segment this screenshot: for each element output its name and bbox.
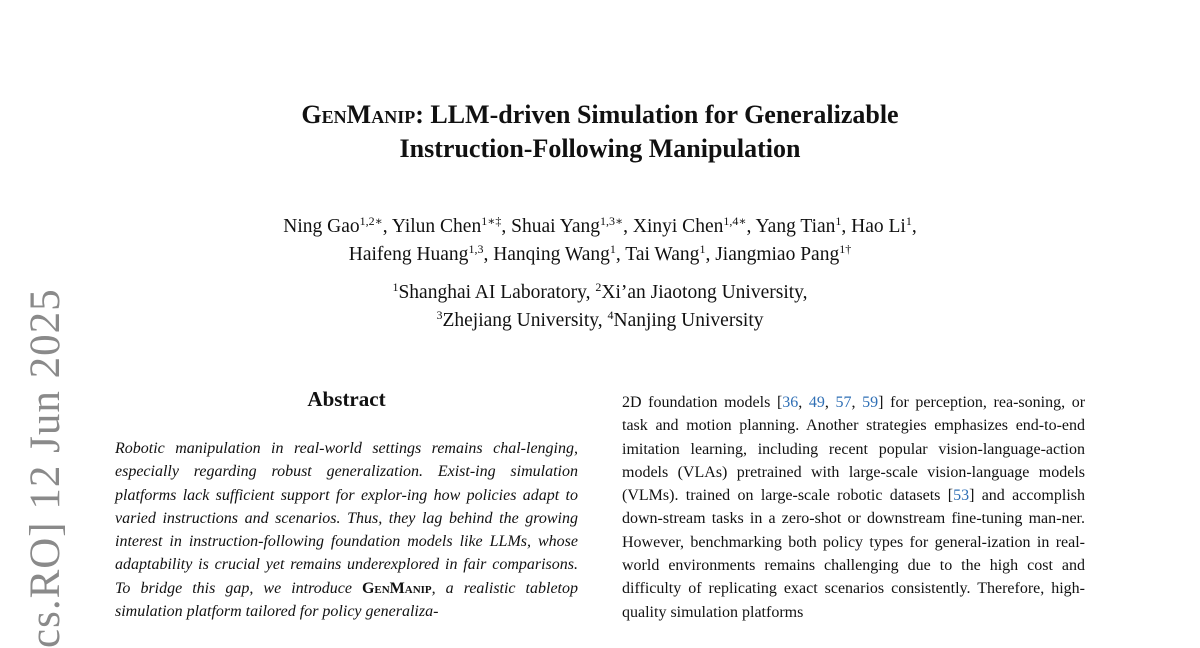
affiliation-line-2 bbox=[0, 307, 1200, 335]
author-name: Tai Wang bbox=[625, 243, 700, 265]
author-name: Hao Li bbox=[851, 216, 906, 237]
abstract-system-name: GenManip bbox=[361, 579, 432, 597]
author-separator: , bbox=[746, 216, 756, 237]
author-affiliation-mark: 1† bbox=[839, 241, 852, 256]
author-affiliation-mark: 1 bbox=[609, 241, 616, 256]
title-line-1-rest: : LLM-driven Simulation for Generalizable bbox=[415, 100, 899, 129]
arxiv-side-stamp: cs.RO] 12 Jun 2025 bbox=[22, 288, 69, 648]
author-separator: , bbox=[615, 243, 626, 265]
paper-title bbox=[0, 98, 1200, 166]
title-line-1 bbox=[0, 98, 1200, 132]
body-text: ] for perception, rea-soning, or task and motion planning. Another strategies emphasizes end-to-end imitation learning, including recent popular vision-language-action models (VLAs) pretrained with large-scale vision-language models (VLMs). trained on large-scale robotic datasets [ bbox=[622, 394, 1086, 505]
author-separator: , bbox=[501, 216, 512, 237]
abstract-heading: Abstract bbox=[307, 387, 386, 411]
affiliation-list bbox=[0, 279, 1200, 335]
author-affiliation-mark: 1,3∗ bbox=[599, 214, 624, 228]
affiliation-separator: , bbox=[585, 282, 596, 303]
title-line-2: Instruction-Following Manipulation bbox=[399, 134, 801, 163]
author-affiliation-mark: 1,3 bbox=[468, 241, 484, 256]
author-affiliation-mark: 1 bbox=[699, 241, 706, 256]
author-name: Yang Tian bbox=[755, 216, 836, 237]
author-separator: , bbox=[623, 216, 633, 237]
affiliation-name: Nanjing University bbox=[613, 310, 764, 331]
affiliation-separator: , bbox=[802, 282, 808, 303]
body-text: , bbox=[824, 394, 836, 411]
affiliation-separator: , bbox=[597, 310, 608, 331]
author-name: Jiangmiao Pang bbox=[715, 243, 840, 265]
body-text: ] and accomplish down-stream tasks in a zero-shot or downstream fine-tuning man-ner. However, benchmarking both policy types for general-ization in real-world environments remains challenging due to the high cost and difficulty of replicating exact scenarios consistently. Therefore, high-quality simulation platforms bbox=[622, 487, 1085, 621]
author-name: Hanqing Wang bbox=[493, 243, 610, 265]
author-separator: , bbox=[841, 216, 852, 237]
title-system-name: GenManip bbox=[301, 100, 416, 129]
affiliation-line-1 bbox=[0, 279, 1200, 307]
abstract-body bbox=[115, 437, 578, 623]
citation-link[interactable]: 59 bbox=[862, 394, 879, 411]
abstract-text-part-2: , a realistic tabletop simulation platform tailored for policy generaliza- bbox=[115, 579, 578, 621]
author-line-2 bbox=[0, 241, 1200, 269]
author-list bbox=[0, 213, 1200, 268]
body-text: , bbox=[851, 394, 863, 411]
author-affiliation-mark: 1,4∗ bbox=[723, 214, 747, 228]
author-name: Shuai Yang bbox=[511, 216, 600, 237]
citation-link[interactable]: 36 bbox=[782, 394, 799, 411]
author-affiliation-mark: 1,2∗ bbox=[359, 214, 383, 228]
body-text: 2D foundation models [ bbox=[622, 394, 783, 411]
author-name: Haifeng Huang bbox=[348, 243, 469, 265]
citation-link[interactable]: 57 bbox=[835, 394, 852, 411]
author-separator: , bbox=[382, 216, 392, 237]
author-affiliation-mark: 1 bbox=[835, 214, 842, 228]
abstract-text-part-1: Robotic manipulation in real-world settings remains chal-lenging, especially regarding robust generalization. Exist-ing simulation platforms lack sufficient support for explor-ing how policies adapt to varied instructions and scenarios. Thus, they lag behind the growing interest in instruction-following foundation models like LLMs, whose adaptability is crucial yet remains underexplored in fair comparisons. To bridge this gap, we introduce bbox=[115, 440, 578, 597]
affiliation-name: Xi’an Jiaotong University bbox=[601, 282, 803, 303]
affiliation-name: Shanghai AI Laboratory bbox=[398, 282, 586, 303]
affiliation-number: 1 bbox=[392, 280, 399, 294]
author-affiliation-mark: 1∗‡ bbox=[481, 214, 502, 228]
author-separator: , bbox=[911, 216, 917, 237]
author-name: Xinyi Chen bbox=[632, 216, 724, 237]
author-separator: , bbox=[483, 243, 494, 265]
author-separator: , bbox=[705, 243, 716, 265]
author-affiliation-mark: 1 bbox=[905, 214, 912, 228]
affiliation-number: 4 bbox=[607, 308, 614, 322]
citation-link[interactable]: 53 bbox=[953, 487, 970, 505]
affiliation-number: 3 bbox=[436, 308, 443, 322]
author-line-1 bbox=[0, 213, 1200, 241]
author-name: Ning Gao bbox=[283, 216, 360, 237]
affiliation-name: Zhejiang University bbox=[442, 310, 598, 331]
intro-column-text bbox=[622, 391, 1085, 624]
body-text: , bbox=[798, 394, 809, 411]
citation-link[interactable]: 49 bbox=[808, 394, 825, 411]
author-name: Yilun Chen bbox=[391, 216, 482, 237]
affiliation-number: 2 bbox=[595, 280, 602, 294]
